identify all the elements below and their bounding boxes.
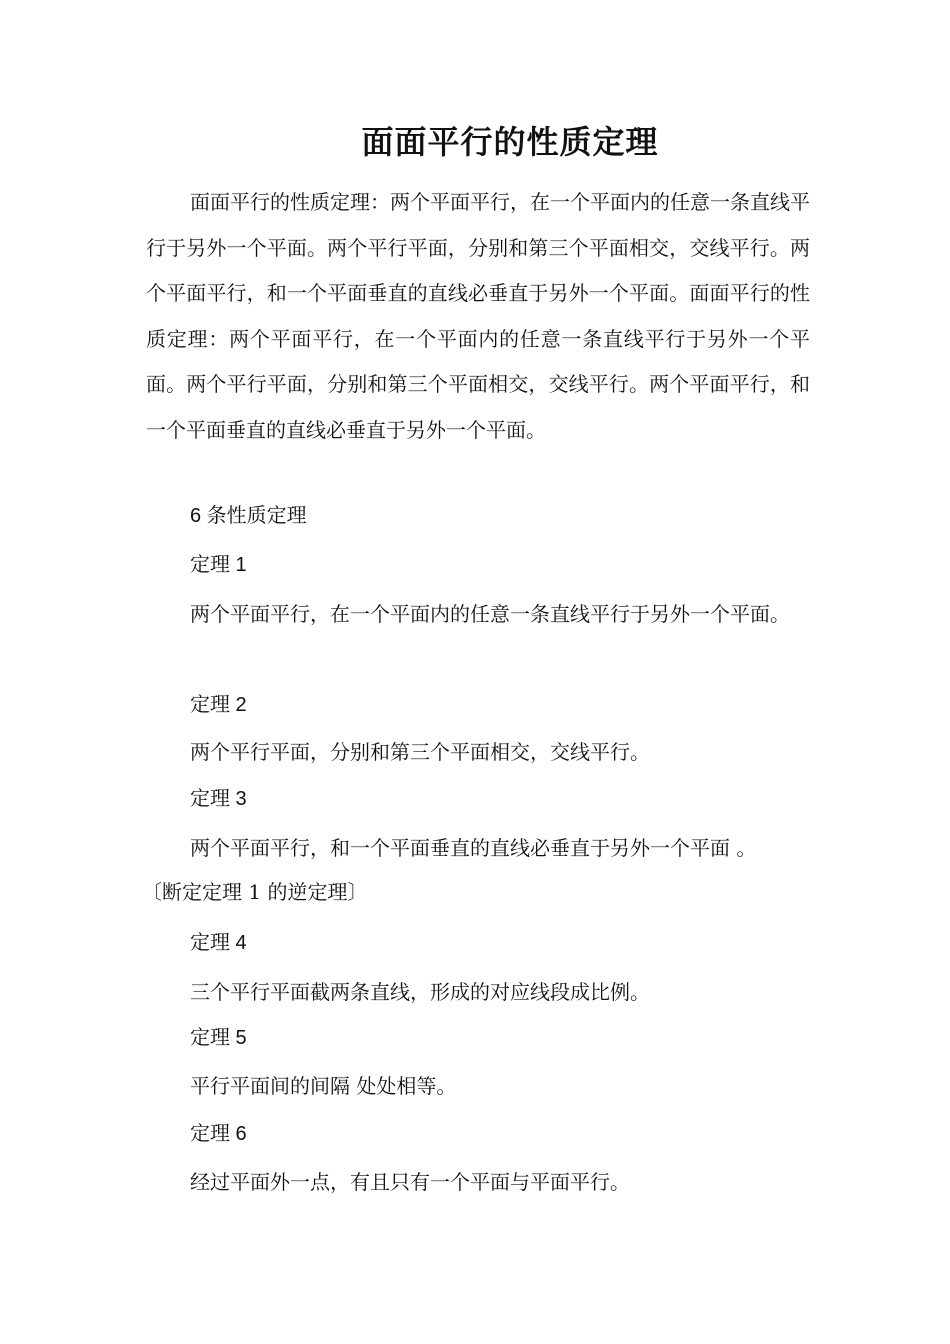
theorem-1-label: 定理 1 xyxy=(190,554,247,576)
theorem-6-text: 经过平面外一点，有且只有一个平面与平面平行。 xyxy=(190,1170,630,1194)
intro-paragraph: 面面平行的性质定理：两个平面平行，在一个平面内的任意一条直线平行于另外一个平面。两个平行平面，分别和第三个平面相交，交线平行。两个平面平行，和一个平面垂直的直线必垂直于另外一个平面。面面平行的性质定理：两个平面平行，在一个平面内的任意一条直线平行于另外一个平面。两个平行平面，分别和第三个平面相交，交线平行。两个平面平行，和一个平面垂直的直线必垂直于另外一个平面。 xyxy=(146,190,810,442)
page-title: 面面平行的性质定理 xyxy=(361,123,659,161)
theorem-3-note: 〔断定定理 1 的逆定理〕 xyxy=(142,880,368,904)
theorem-4-label: 定理 4 xyxy=(190,932,247,954)
theorem-5-label: 定理 5 xyxy=(190,1027,247,1049)
theorem-1-text: 两个平面平行，在一个平面内的任意一条直线平行于另外一个平面。 xyxy=(190,602,790,626)
theorem-4-text: 三个平行平面截两条直线，形成的对应线段成比例。 xyxy=(190,980,650,1004)
theorem-5-text: 平行平面间的间隔 处处相等。 xyxy=(190,1074,457,1098)
theorem-6-label: 定理 6 xyxy=(190,1123,247,1145)
theorem-3-text: 两个平面平行，和一个平面垂直的直线必垂直于另外一个平面 。 xyxy=(190,836,757,860)
section-heading: 6 条性质定理 xyxy=(190,505,307,527)
theorem-3-label: 定理 3 xyxy=(190,788,247,810)
theorem-2-text: 两个平行平面，分别和第三个平面相交，交线平行。 xyxy=(190,740,650,764)
theorem-2-label: 定理 2 xyxy=(190,694,247,716)
